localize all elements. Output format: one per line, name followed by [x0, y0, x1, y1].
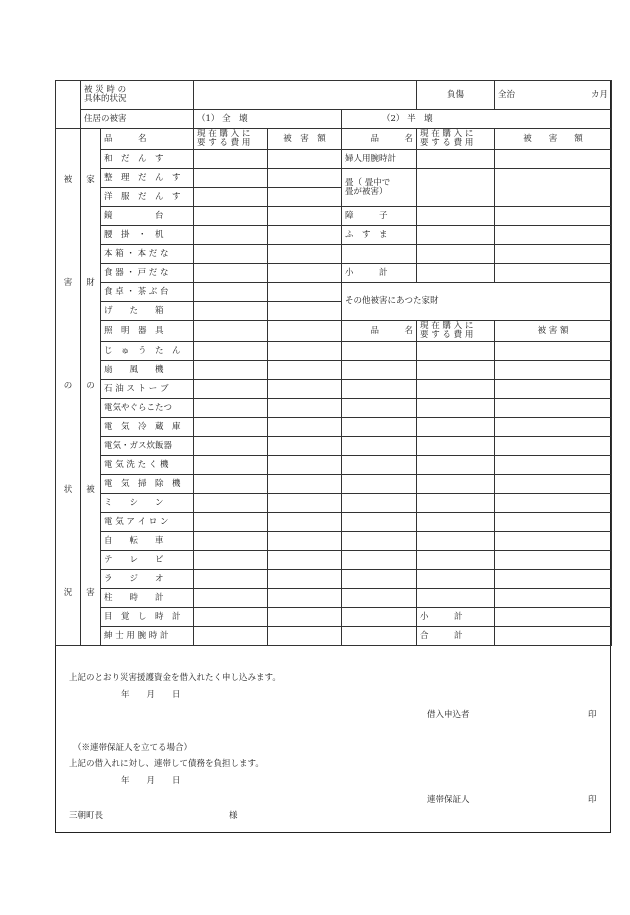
other-item-field[interactable]	[342, 399, 417, 418]
item-row	[56, 207, 612, 226]
item-damage-field[interactable]	[268, 207, 342, 226]
application-date[interactable]: 年 月 日	[121, 690, 181, 700]
item-row	[56, 589, 612, 608]
other-item-field[interactable]	[342, 380, 417, 399]
other-item-field[interactable]	[342, 589, 417, 608]
item-cost-field[interactable]	[194, 589, 268, 608]
subtotal-label-lower: 小 計	[417, 608, 495, 627]
item-damage-field[interactable]	[268, 627, 342, 646]
vertical-label-char: 害	[63, 278, 73, 289]
item-cost-field[interactable]	[194, 283, 268, 302]
item-damage-field[interactable]	[268, 418, 342, 437]
right-item-name: 障 子	[342, 207, 417, 226]
other-cost-field[interactable]	[417, 437, 495, 456]
other-damage-field[interactable]	[495, 456, 612, 475]
col-header-cost: 現 在 購 入 に 要 す る 費 用	[194, 129, 268, 150]
other-damage-field[interactable]	[495, 418, 612, 437]
item-damage-field[interactable]	[268, 551, 342, 570]
other-cost-field[interactable]	[417, 418, 495, 437]
other-item-field[interactable]	[342, 418, 417, 437]
item-cost-field[interactable]	[194, 608, 268, 627]
item-name: げ た 箱	[101, 302, 194, 321]
item-row	[56, 283, 612, 302]
item-name: 電 気 ア イ ロ ン	[101, 513, 194, 532]
application-footer	[55, 653, 611, 833]
sama-label: 様	[229, 811, 238, 821]
item-name: 扇 風 機	[101, 361, 194, 380]
other-cost-field[interactable]	[417, 513, 495, 532]
item-row	[56, 475, 612, 494]
other-cost-field[interactable]	[417, 570, 495, 589]
item-name: 食 卓 ・ 茶 ぶ 台	[101, 283, 194, 302]
item-damage-field[interactable]	[268, 570, 342, 589]
item-cost-field[interactable]	[194, 494, 268, 513]
item-damage-field[interactable]	[268, 188, 342, 207]
side-label-inner	[81, 129, 101, 646]
item-cost-field[interactable]	[194, 188, 268, 207]
other-item-field[interactable]	[342, 494, 417, 513]
other-item-field[interactable]	[342, 532, 417, 551]
other-damage-field[interactable]	[495, 551, 612, 570]
item-cost-field[interactable]	[194, 418, 268, 437]
item-name: 柱 時 計	[101, 589, 194, 608]
item-row	[56, 226, 612, 245]
vertical-label-char: 財	[86, 278, 95, 289]
item-row	[56, 494, 612, 513]
vertical-label-char: 況	[63, 587, 73, 598]
other-cost-field[interactable]	[417, 551, 495, 570]
other-cost-field[interactable]	[417, 475, 495, 494]
item-cost-field[interactable]	[194, 399, 268, 418]
other-damage-field[interactable]	[495, 380, 612, 399]
item-cost-field[interactable]	[194, 532, 268, 551]
form-body	[56, 81, 612, 646]
item-name: 電 気 掃 除 機	[101, 475, 194, 494]
item-name: 食 器 ・ 戸 だ な	[101, 264, 194, 283]
item-cost-field[interactable]	[194, 264, 268, 283]
item-cost-field[interactable]	[194, 361, 268, 380]
item-row	[56, 150, 612, 169]
right-damage-field[interactable]	[495, 169, 612, 207]
item-damage-field[interactable]	[268, 456, 342, 475]
col-header-cost-lower: 現 在 購 入 に 要 す る 費 用	[417, 321, 495, 342]
addressee-label: 三朝町長	[69, 811, 104, 821]
other-cost-field[interactable]	[417, 399, 495, 418]
item-row	[56, 437, 612, 456]
right-cost-field[interactable]	[417, 207, 495, 226]
situation-field[interactable]	[194, 81, 417, 110]
item-name: 電気・ガス炊飯器	[101, 437, 194, 456]
item-damage-field[interactable]	[268, 532, 342, 551]
item-damage-field[interactable]	[268, 150, 342, 169]
vertical-label-stack	[59, 129, 77, 645]
other-item-field[interactable]	[342, 475, 417, 494]
item-damage-field[interactable]	[268, 321, 342, 342]
item-cost-field[interactable]	[194, 475, 268, 494]
item-name: 自 転 車	[101, 532, 194, 551]
item-cost-field[interactable]	[194, 302, 268, 321]
other-damage-field[interactable]	[495, 589, 612, 608]
item-cost-field[interactable]	[194, 437, 268, 456]
item-row	[56, 342, 612, 361]
item-cost-field[interactable]	[194, 245, 268, 264]
item-row	[56, 570, 612, 589]
right-cost-field[interactable]	[417, 245, 495, 264]
other-cost-field[interactable]	[417, 456, 495, 475]
injury-label: 負傷	[417, 81, 495, 110]
item-damage-field[interactable]	[268, 437, 342, 456]
item-name: 整 理 だ ん す	[101, 169, 194, 188]
item-name: 本 箱 ・ 本 だ な	[101, 245, 194, 264]
other-item-field[interactable]	[342, 627, 417, 646]
other-cost-field[interactable]	[417, 532, 495, 551]
right-item-name: 畳（ 畳中で 畳が被害）	[342, 169, 417, 207]
right-damage-field[interactable]	[495, 245, 612, 264]
right-cost-field[interactable]	[417, 226, 495, 245]
vertical-label-char: 被	[63, 175, 73, 186]
item-cost-field[interactable]	[194, 226, 268, 245]
item-name: 電 気 洗 た く 機	[101, 456, 194, 475]
subtotal-field[interactable]	[495, 608, 612, 627]
col-header-damage-right: 被 害 額	[495, 129, 612, 150]
other-cost-field[interactable]	[417, 494, 495, 513]
item-name: テ レ ビ	[101, 551, 194, 570]
right-item-name	[342, 245, 417, 264]
guarantor-statement: 上記の借入れに対し、連帯して債務を負担します。	[69, 759, 264, 769]
item-row	[56, 627, 612, 646]
residence-label: 住居の被害	[81, 110, 194, 129]
col-header-damage: 被 害 額	[268, 129, 342, 150]
other-item-field[interactable]	[342, 361, 417, 380]
item-row	[56, 456, 612, 475]
right-cost-field[interactable]	[417, 150, 495, 169]
item-name: じ ゅ う た ん	[101, 342, 194, 361]
item-name: 鏡 台	[101, 207, 194, 226]
seal-mark-2: 印	[588, 795, 597, 805]
other-cost-field[interactable]	[417, 589, 495, 608]
item-damage-field[interactable]	[268, 302, 342, 321]
other-cost-field[interactable]	[417, 380, 495, 399]
other-damage-field[interactable]	[495, 437, 612, 456]
item-row	[56, 399, 612, 418]
right-damage-field[interactable]	[495, 264, 612, 283]
item-name: 照 明 器 具	[101, 321, 194, 342]
item-cost-field[interactable]	[194, 150, 268, 169]
item-row	[56, 532, 612, 551]
item-cost-field[interactable]	[194, 169, 268, 188]
damage-form-table	[55, 80, 612, 646]
col-header-item-lower: 品 名	[342, 321, 417, 342]
other-item-field[interactable]	[342, 513, 417, 532]
blank-corner	[56, 81, 81, 129]
other-item-field[interactable]	[342, 437, 417, 456]
item-damage-field[interactable]	[268, 245, 342, 264]
item-cost-field[interactable]	[194, 551, 268, 570]
vertical-label-char: 状	[63, 484, 73, 495]
item-row	[56, 418, 612, 437]
item-row	[56, 380, 612, 399]
item-name: 和 だ ん す	[101, 150, 194, 169]
other-cost-field[interactable]	[417, 361, 495, 380]
right-item-name: ふ す ま	[342, 226, 417, 245]
item-cost-field[interactable]	[194, 570, 268, 589]
right-damage-field[interactable]	[495, 207, 612, 226]
other-damage-field[interactable]	[495, 532, 612, 551]
other-item-field[interactable]	[342, 456, 417, 475]
right-cost-field[interactable]	[417, 169, 495, 207]
right-damage-field[interactable]	[495, 226, 612, 245]
item-damage-field[interactable]	[268, 494, 342, 513]
guarantor-label: 連帯保証人	[427, 795, 470, 805]
item-damage-field[interactable]	[268, 608, 342, 627]
vertical-label-char: の	[63, 381, 73, 392]
months-label: カ月	[591, 89, 609, 100]
item-row	[56, 321, 612, 342]
item-cost-field[interactable]	[194, 207, 268, 226]
vertical-label-char: 家	[86, 175, 95, 186]
applicant-label: 借入申込者	[427, 710, 470, 720]
option-half-destruction[interactable]: （2） 半 壊	[342, 110, 612, 129]
vertical-label-char: の	[86, 381, 95, 392]
total-label: 合 計	[417, 627, 495, 646]
other-item-field[interactable]	[342, 342, 417, 361]
item-name: 電気やぐらこたつ	[101, 399, 194, 418]
item-name: 腰 掛 ・ 机	[101, 226, 194, 245]
vertical-label-char: 被	[86, 484, 95, 495]
right-cost-field[interactable]	[417, 264, 495, 283]
col-header-item-right: 品 名	[342, 129, 417, 150]
item-damage-field[interactable]	[268, 361, 342, 380]
seal-mark-1: 印	[588, 710, 597, 720]
item-name: ミ シ ン	[101, 494, 194, 513]
option-full-destruction[interactable]: （1） 全 壊	[194, 110, 342, 129]
right-subtotal-label: 小 計	[342, 264, 417, 283]
item-row	[56, 361, 612, 380]
item-damage-field[interactable]	[268, 380, 342, 399]
other-item-field[interactable]	[342, 570, 417, 589]
other-damage-field[interactable]	[495, 513, 612, 532]
other-damage-field[interactable]	[495, 361, 612, 380]
other-damage-field[interactable]	[495, 475, 612, 494]
item-damage-field[interactable]	[268, 169, 342, 188]
item-name: 目 覚 し 時 計	[101, 608, 194, 627]
item-cost-field[interactable]	[194, 342, 268, 361]
total-field[interactable]	[495, 627, 612, 646]
item-name: ラ ジ オ	[101, 570, 194, 589]
col-header-item: 品 名	[101, 129, 194, 150]
item-name: 洋 服 だ ん す	[101, 188, 194, 207]
item-damage-field[interactable]	[268, 589, 342, 608]
item-damage-field[interactable]	[268, 342, 342, 361]
item-row	[56, 551, 612, 570]
other-damage-field[interactable]	[495, 570, 612, 589]
right-item-name: 婦人用腕時計	[342, 150, 417, 169]
right-damage-field[interactable]	[495, 150, 612, 169]
items-header-row	[56, 129, 612, 150]
item-row	[56, 513, 612, 532]
other-damage-field[interactable]	[495, 342, 612, 361]
item-cost-field[interactable]	[194, 513, 268, 532]
residence-row	[56, 110, 612, 129]
item-name: 石 油 ス ト ー ブ	[101, 380, 194, 399]
item-row	[56, 245, 612, 264]
item-cost-field[interactable]	[194, 627, 268, 646]
full-cure-field[interactable]	[495, 81, 612, 110]
item-damage-field[interactable]	[268, 513, 342, 532]
item-name: 電 気 冷 蔵 庫	[101, 418, 194, 437]
application-statement: 上記のとおり災害援護資金を借入れたく申し込みます。	[69, 673, 281, 683]
item-cost-field[interactable]	[194, 380, 268, 399]
other-damage-field[interactable]	[495, 494, 612, 513]
side-label-outer	[56, 129, 81, 646]
guarantor-date[interactable]: 年 月 日	[121, 776, 181, 786]
item-row	[56, 169, 612, 188]
guarantor-note: （※連帯保証人を立てる場合）	[73, 743, 193, 753]
vertical-label-stack	[84, 129, 97, 645]
col-header-damage-lower: 被 害 額	[495, 321, 612, 342]
item-damage-field[interactable]	[268, 283, 342, 302]
other-damage-field[interactable]	[495, 399, 612, 418]
item-damage-field[interactable]	[268, 264, 342, 283]
item-cost-field[interactable]	[194, 456, 268, 475]
item-row	[56, 264, 612, 283]
item-damage-field[interactable]	[268, 226, 342, 245]
item-damage-field[interactable]	[268, 399, 342, 418]
other-cost-field[interactable]	[417, 342, 495, 361]
col-header-cost-right: 現 在 購 入 に 要 す る 費 用	[417, 129, 495, 150]
full-cure-label: 全治	[498, 89, 516, 100]
other-damage-header: その他被害にあつた家財	[342, 283, 612, 321]
item-cost-field[interactable]	[194, 321, 268, 342]
item-damage-field[interactable]	[268, 475, 342, 494]
item-row	[56, 608, 612, 627]
other-item-field[interactable]	[342, 551, 417, 570]
item-name: 紳 士 用 腕 時 計	[101, 627, 194, 646]
situation-label: 被 災 時 の 具体的状況	[81, 81, 194, 110]
situation-row	[56, 81, 612, 110]
vertical-label-char: 害	[86, 587, 95, 598]
other-item-field[interactable]	[342, 608, 417, 627]
